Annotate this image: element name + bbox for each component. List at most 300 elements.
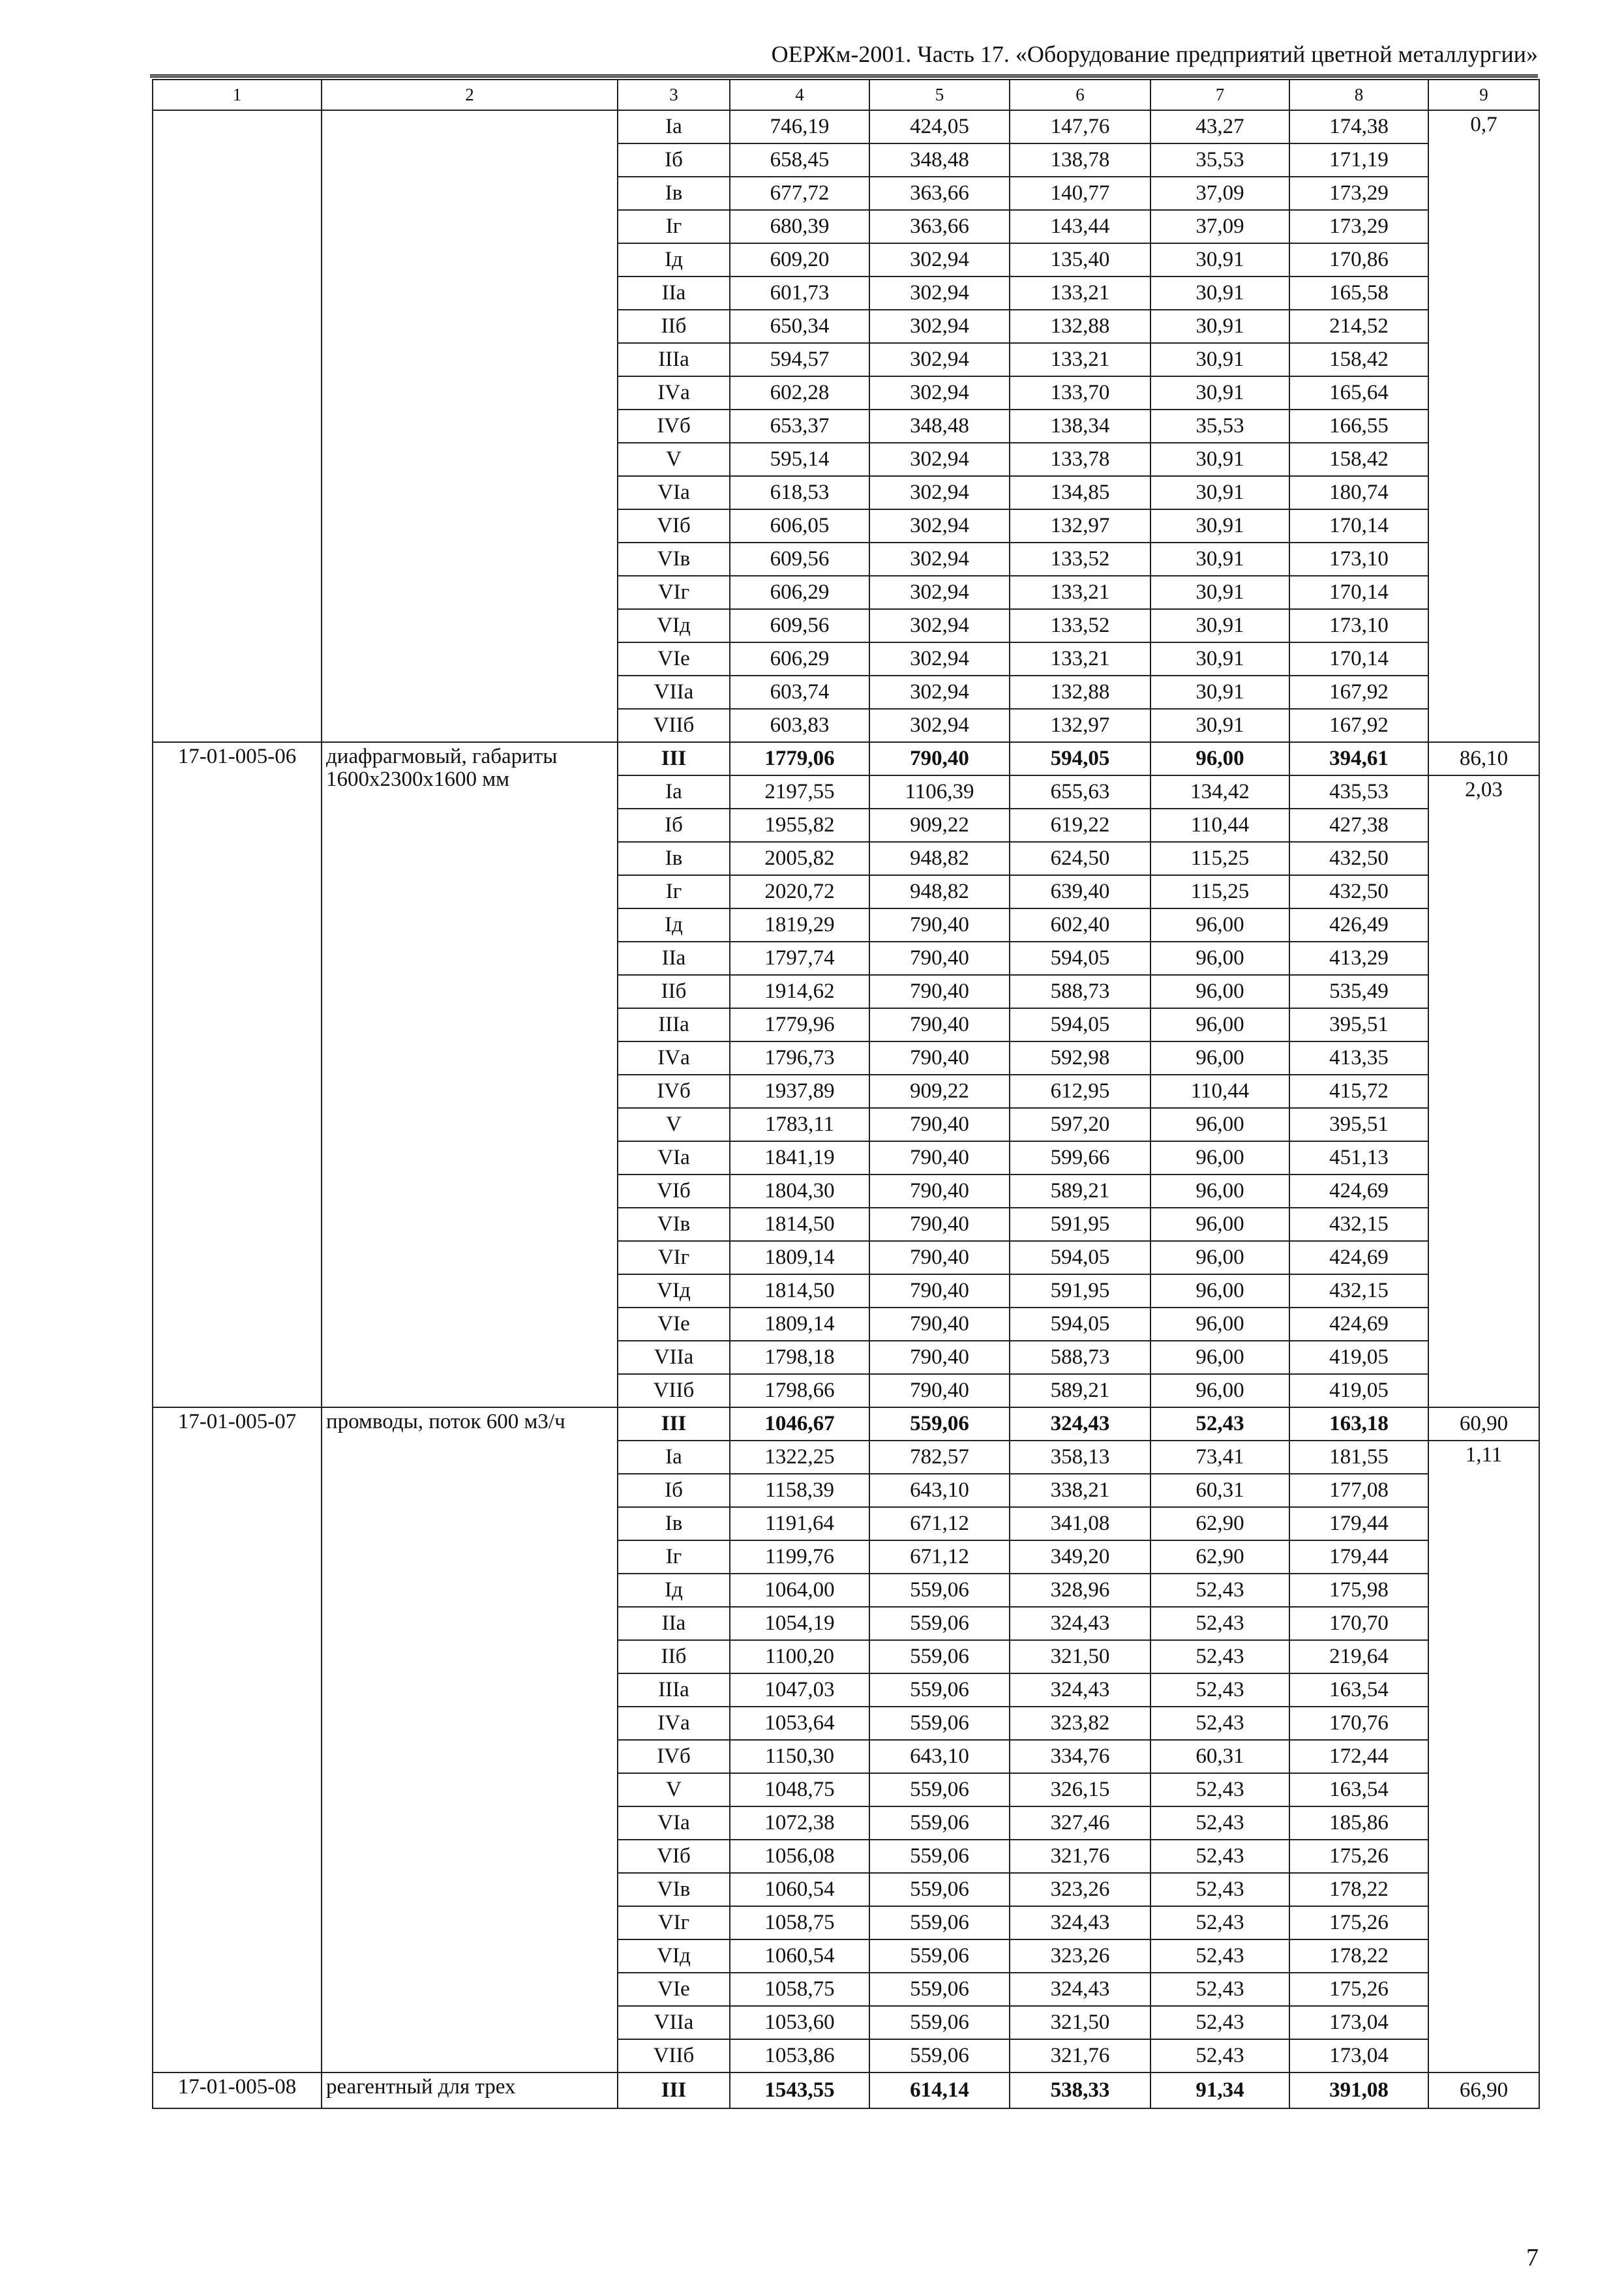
material-cost-cell: 175,26 bbox=[1289, 1840, 1428, 1873]
machinist-wage-cell: 96,00 bbox=[1150, 1208, 1289, 1241]
labor-cost-cell: 782,57 bbox=[869, 1441, 1010, 1474]
machine-cost-cell: 591,95 bbox=[1010, 1274, 1150, 1308]
total-cost-cell: 1543,55 bbox=[730, 2072, 869, 2108]
total-cost-cell: 2005,82 bbox=[730, 842, 869, 875]
machine-cost-cell: 143,44 bbox=[1010, 210, 1150, 243]
material-cost-cell: 424,69 bbox=[1289, 1174, 1428, 1208]
zone-cell: V bbox=[618, 1773, 730, 1806]
labor-cost-cell: 559,06 bbox=[869, 1707, 1010, 1740]
labor-cost-cell: 790,40 bbox=[869, 1108, 1010, 1141]
total-cost-cell: 601,73 bbox=[730, 277, 869, 310]
total-cost-cell: 609,20 bbox=[730, 243, 869, 277]
zone-cell: VIд bbox=[618, 1939, 730, 1973]
machinist-wage-cell: 110,44 bbox=[1150, 1075, 1289, 1108]
zone-cell: III bbox=[618, 2072, 730, 2108]
material-cost-cell: 173,29 bbox=[1289, 177, 1428, 210]
machine-cost-cell: 594,05 bbox=[1010, 942, 1150, 975]
material-cost-cell: 219,64 bbox=[1289, 1640, 1428, 1673]
material-cost-cell: 451,13 bbox=[1289, 1141, 1428, 1174]
labor-cost-cell: 559,06 bbox=[869, 2006, 1010, 2039]
machine-cost-cell: 639,40 bbox=[1010, 875, 1150, 908]
machine-cost-cell: 134,85 bbox=[1010, 476, 1150, 509]
machine-cost-cell: 324,43 bbox=[1010, 1407, 1150, 1441]
machine-cost-cell: 138,34 bbox=[1010, 410, 1150, 443]
labor-cost-cell: 790,40 bbox=[869, 1208, 1010, 1241]
zone-cell: VIд bbox=[618, 609, 730, 642]
labor-cost-cell: 424,05 bbox=[869, 110, 1010, 143]
material-cost-cell: 170,14 bbox=[1289, 642, 1428, 676]
column-number-row bbox=[153, 80, 1539, 110]
machinist-wage-cell: 96,00 bbox=[1150, 1308, 1289, 1341]
labor-cost-cell: 348,48 bbox=[869, 143, 1010, 177]
machine-cost-cell: 338,21 bbox=[1010, 1474, 1150, 1507]
machinist-wage-cell: 30,91 bbox=[1150, 243, 1289, 277]
machinist-wage-cell: 96,00 bbox=[1150, 1008, 1289, 1041]
machinist-wage-cell: 52,43 bbox=[1150, 1939, 1289, 1973]
zone-cell: IVа bbox=[618, 1041, 730, 1075]
column-number: 2 bbox=[322, 80, 618, 110]
labor-cost-cell: 948,82 bbox=[869, 875, 1010, 908]
labor-cost-cell: 302,94 bbox=[869, 243, 1010, 277]
labor-cost-cell: 790,40 bbox=[869, 742, 1010, 775]
column-number: 6 bbox=[1010, 80, 1150, 110]
machinist-wage-cell: 52,43 bbox=[1150, 1906, 1289, 1939]
material-cost-cell: 173,10 bbox=[1289, 609, 1428, 642]
machinist-wage-cell: 30,91 bbox=[1150, 277, 1289, 310]
zone-cell: VIв bbox=[618, 1208, 730, 1241]
machinist-wage-cell: 96,00 bbox=[1150, 942, 1289, 975]
total-cost-cell: 1056,08 bbox=[730, 1840, 869, 1873]
machine-cost-cell: 341,08 bbox=[1010, 1507, 1150, 1540]
zone-cell: Iг bbox=[618, 875, 730, 908]
total-cost-cell: 1053,64 bbox=[730, 1707, 869, 1740]
zone-cell: VIIа bbox=[618, 2006, 730, 2039]
machine-cost-cell: 324,43 bbox=[1010, 1607, 1150, 1640]
material-cost-cell: 177,08 bbox=[1289, 1474, 1428, 1507]
labor-cost-cell: 559,06 bbox=[869, 1773, 1010, 1806]
material-cost-cell: 173,04 bbox=[1289, 2039, 1428, 2072]
machinist-wage-cell: 30,91 bbox=[1150, 576, 1289, 609]
zone-cell: VIIб bbox=[618, 2039, 730, 2072]
material-cost-cell: 158,42 bbox=[1289, 343, 1428, 376]
labor-cost-cell: 559,06 bbox=[869, 1640, 1010, 1673]
machine-cost-cell: 135,40 bbox=[1010, 243, 1150, 277]
material-cost-cell: 426,49 bbox=[1289, 908, 1428, 942]
machinist-wage-cell: 30,91 bbox=[1150, 343, 1289, 376]
zone-cell: IIIа bbox=[618, 1008, 730, 1041]
zone-cell: IVа bbox=[618, 376, 730, 410]
total-cost-cell: 746,19 bbox=[730, 110, 869, 143]
total-cost-cell: 606,29 bbox=[730, 642, 869, 676]
machinist-wage-cell: 52,43 bbox=[1150, 2006, 1289, 2039]
total-cost-cell: 1058,75 bbox=[730, 1973, 869, 2006]
machine-cost-cell: 592,98 bbox=[1010, 1041, 1150, 1075]
total-cost-cell: 1150,30 bbox=[730, 1740, 869, 1773]
machine-cost-cell: 326,15 bbox=[1010, 1773, 1150, 1806]
material-cost-cell: 395,51 bbox=[1289, 1108, 1428, 1141]
labor-cost-cell: 790,40 bbox=[869, 1308, 1010, 1341]
machine-cost-cell: 655,63 bbox=[1010, 775, 1150, 809]
machinist-wage-cell: 30,91 bbox=[1150, 543, 1289, 576]
machinist-wage-cell: 96,00 bbox=[1150, 1274, 1289, 1308]
machinist-wage-cell: 52,43 bbox=[1150, 1407, 1289, 1441]
labor-cost-cell: 948,82 bbox=[869, 842, 1010, 875]
material-cost-cell: 170,86 bbox=[1289, 243, 1428, 277]
total-cost-cell: 1798,66 bbox=[730, 1374, 869, 1407]
zone-cell: VIIб bbox=[618, 1374, 730, 1407]
total-cost-cell: 1809,14 bbox=[730, 1241, 869, 1274]
zone-cell: Iд bbox=[618, 908, 730, 942]
total-cost-cell: 1797,74 bbox=[730, 942, 869, 975]
labor-cost-cell: 302,94 bbox=[869, 676, 1010, 709]
material-cost-cell: 424,69 bbox=[1289, 1308, 1428, 1341]
zone-cell: VIIб bbox=[618, 709, 730, 742]
zone-cell: III bbox=[618, 1407, 730, 1441]
total-cost-cell: 1819,29 bbox=[730, 908, 869, 942]
machinist-wage-cell: 35,53 bbox=[1150, 410, 1289, 443]
machine-cost-cell: 588,73 bbox=[1010, 1341, 1150, 1374]
total-cost-cell: 1053,86 bbox=[730, 2039, 869, 2072]
item-description bbox=[322, 110, 618, 742]
zone-cell: Iа bbox=[618, 110, 730, 143]
machine-cost-cell: 597,20 bbox=[1010, 1108, 1150, 1141]
zone-cell: III bbox=[618, 742, 730, 775]
coefficient-cell: 1,11 bbox=[1428, 1441, 1539, 2072]
coefficient-cell: 0,7 bbox=[1428, 110, 1539, 742]
machinist-wage-cell: 30,91 bbox=[1150, 509, 1289, 543]
machine-cost-cell: 612,95 bbox=[1010, 1075, 1150, 1108]
labor-cost-cell: 790,40 bbox=[869, 942, 1010, 975]
machinist-wage-cell: 60,31 bbox=[1150, 1474, 1289, 1507]
total-cost-cell: 1191,64 bbox=[730, 1507, 869, 1540]
zone-cell: IIб bbox=[618, 310, 730, 343]
labor-cost-cell: 790,40 bbox=[869, 1341, 1010, 1374]
labor-cost-cell: 790,40 bbox=[869, 975, 1010, 1008]
machine-cost-cell: 349,20 bbox=[1010, 1540, 1150, 1574]
zone-cell: V bbox=[618, 1108, 730, 1141]
zone-cell: V bbox=[618, 443, 730, 476]
total-cost-cell: 1100,20 bbox=[730, 1640, 869, 1673]
machine-cost-cell: 588,73 bbox=[1010, 975, 1150, 1008]
machine-cost-cell: 594,05 bbox=[1010, 1241, 1150, 1274]
machinist-wage-cell: 52,43 bbox=[1150, 1640, 1289, 1673]
labor-cost-cell: 643,10 bbox=[869, 1474, 1010, 1507]
zone-cell: Iв bbox=[618, 1507, 730, 1540]
material-cost-cell: 167,92 bbox=[1289, 709, 1428, 742]
total-cost-cell: 595,14 bbox=[730, 443, 869, 476]
labor-cost-cell: 302,94 bbox=[869, 576, 1010, 609]
labor-cost-cell: 790,40 bbox=[869, 1374, 1010, 1407]
machine-cost-cell: 133,21 bbox=[1010, 343, 1150, 376]
total-cost-cell: 603,83 bbox=[730, 709, 869, 742]
labor-cost-cell: 559,06 bbox=[869, 1906, 1010, 1939]
material-cost-cell: 165,64 bbox=[1289, 376, 1428, 410]
labor-cost-cell: 559,06 bbox=[869, 1973, 1010, 2006]
item-code bbox=[153, 110, 322, 742]
zone-cell: VIв bbox=[618, 543, 730, 576]
machine-cost-cell: 323,82 bbox=[1010, 1707, 1150, 1740]
machinist-wage-cell: 115,25 bbox=[1150, 842, 1289, 875]
machine-cost-cell: 591,95 bbox=[1010, 1208, 1150, 1241]
labor-cost-cell: 302,94 bbox=[869, 310, 1010, 343]
machinist-wage-cell: 96,00 bbox=[1150, 908, 1289, 942]
total-cost-cell: 602,28 bbox=[730, 376, 869, 410]
zone-cell: IIа bbox=[618, 1607, 730, 1640]
machinist-wage-cell: 62,90 bbox=[1150, 1540, 1289, 1574]
total-cost-cell: 1796,73 bbox=[730, 1041, 869, 1075]
labor-cost-cell: 363,66 bbox=[869, 177, 1010, 210]
machinist-wage-cell: 134,42 bbox=[1150, 775, 1289, 809]
material-cost-cell: 535,49 bbox=[1289, 975, 1428, 1008]
machine-cost-cell: 624,50 bbox=[1010, 842, 1150, 875]
machine-cost-cell: 589,21 bbox=[1010, 1174, 1150, 1208]
total-cost-cell: 1955,82 bbox=[730, 809, 869, 842]
table-row bbox=[153, 2072, 1539, 2108]
machine-cost-cell: 324,43 bbox=[1010, 1673, 1150, 1707]
machine-cost-cell: 323,26 bbox=[1010, 1939, 1150, 1973]
zone-cell: IIIа bbox=[618, 343, 730, 376]
material-cost-cell: 163,54 bbox=[1289, 1773, 1428, 1806]
labor-cost-cell: 302,94 bbox=[869, 443, 1010, 476]
machine-cost-cell: 594,05 bbox=[1010, 742, 1150, 775]
zone-cell: VIг bbox=[618, 1906, 730, 1939]
labor-cost-cell: 790,40 bbox=[869, 1041, 1010, 1075]
machine-cost-cell: 327,46 bbox=[1010, 1806, 1150, 1840]
machinist-wage-cell: 52,43 bbox=[1150, 1673, 1289, 1707]
column-number: 9 bbox=[1428, 80, 1539, 110]
labor-cost-cell: 790,40 bbox=[869, 1241, 1010, 1274]
labor-cost-cell: 790,40 bbox=[869, 1174, 1010, 1208]
labor-cost-cell: 790,40 bbox=[869, 908, 1010, 942]
zone-cell: VIб bbox=[618, 1840, 730, 1873]
total-cost-cell: 658,45 bbox=[730, 143, 869, 177]
machine-cost-cell: 599,66 bbox=[1010, 1141, 1150, 1174]
machine-cost-cell: 594,05 bbox=[1010, 1308, 1150, 1341]
coefficient-cell: 2,03 bbox=[1428, 775, 1539, 1407]
zone-cell: Iд bbox=[618, 1574, 730, 1607]
material-cost-cell: 432,50 bbox=[1289, 842, 1428, 875]
total-cost-cell: 1053,60 bbox=[730, 2006, 869, 2039]
machinist-wage-cell: 60,31 bbox=[1150, 1740, 1289, 1773]
labor-cost-cell: 559,06 bbox=[869, 1840, 1010, 1873]
zone-cell: VIе bbox=[618, 1308, 730, 1341]
labor-cost-cell: 559,06 bbox=[869, 1574, 1010, 1607]
total-cost-cell: 1809,14 bbox=[730, 1308, 869, 1341]
labor-cost-cell: 559,06 bbox=[869, 1673, 1010, 1707]
machine-cost-cell: 138,78 bbox=[1010, 143, 1150, 177]
material-cost-cell: 163,18 bbox=[1289, 1407, 1428, 1441]
machinist-wage-cell: 30,91 bbox=[1150, 376, 1289, 410]
labor-cost-cell: 302,94 bbox=[869, 476, 1010, 509]
material-cost-cell: 166,55 bbox=[1289, 410, 1428, 443]
machine-cost-cell: 589,21 bbox=[1010, 1374, 1150, 1407]
zone-cell: IIа bbox=[618, 277, 730, 310]
total-cost-cell: 1841,19 bbox=[730, 1141, 869, 1174]
material-cost-cell: 181,55 bbox=[1289, 1441, 1428, 1474]
material-cost-cell: 163,54 bbox=[1289, 1673, 1428, 1707]
machine-cost-cell: 133,70 bbox=[1010, 376, 1150, 410]
total-cost-cell: 606,29 bbox=[730, 576, 869, 609]
total-cost-cell: 677,72 bbox=[730, 177, 869, 210]
labor-cost-cell: 348,48 bbox=[869, 410, 1010, 443]
machine-cost-cell: 321,50 bbox=[1010, 1640, 1150, 1673]
material-cost-cell: 413,35 bbox=[1289, 1041, 1428, 1075]
material-cost-cell: 158,42 bbox=[1289, 443, 1428, 476]
zone-cell: VIа bbox=[618, 476, 730, 509]
material-cost-cell: 167,92 bbox=[1289, 676, 1428, 709]
machine-cost-cell: 358,13 bbox=[1010, 1441, 1150, 1474]
machine-cost-cell: 324,43 bbox=[1010, 1906, 1150, 1939]
zone-cell: Iг bbox=[618, 210, 730, 243]
material-cost-cell: 432,15 bbox=[1289, 1274, 1428, 1308]
price-table bbox=[152, 79, 1540, 2109]
total-cost-cell: 1048,75 bbox=[730, 1773, 869, 1806]
labor-cost-cell: 790,40 bbox=[869, 1008, 1010, 1041]
machine-cost-cell: 328,96 bbox=[1010, 1574, 1150, 1607]
column-number: 5 bbox=[869, 80, 1010, 110]
material-cost-cell: 391,08 bbox=[1289, 2072, 1428, 2108]
item-description: реагентный для трех bbox=[322, 2072, 618, 2108]
total-cost-cell: 1199,76 bbox=[730, 1540, 869, 1574]
material-cost-cell: 165,58 bbox=[1289, 277, 1428, 310]
machinist-wage-cell: 96,00 bbox=[1150, 1241, 1289, 1274]
column-number: 7 bbox=[1150, 80, 1289, 110]
machinist-wage-cell: 96,00 bbox=[1150, 1341, 1289, 1374]
zone-cell: VIв bbox=[618, 1873, 730, 1906]
material-cost-cell: 427,38 bbox=[1289, 809, 1428, 842]
machinist-wage-cell: 96,00 bbox=[1150, 742, 1289, 775]
zone-cell: Iв bbox=[618, 177, 730, 210]
material-cost-cell: 175,26 bbox=[1289, 1973, 1428, 2006]
table-body bbox=[153, 80, 1539, 2108]
material-cost-cell: 432,15 bbox=[1289, 1208, 1428, 1241]
machinist-wage-cell: 73,41 bbox=[1150, 1441, 1289, 1474]
material-cost-cell: 170,14 bbox=[1289, 509, 1428, 543]
labor-cost-cell: 302,94 bbox=[869, 642, 1010, 676]
machine-cost-cell: 321,76 bbox=[1010, 1840, 1150, 1873]
material-cost-cell: 175,26 bbox=[1289, 1906, 1428, 1939]
material-cost-cell: 178,22 bbox=[1289, 1939, 1428, 1973]
zone-cell: Iа bbox=[618, 775, 730, 809]
zone-cell: VIд bbox=[618, 1274, 730, 1308]
machine-cost-cell: 133,52 bbox=[1010, 543, 1150, 576]
total-cost-cell: 1158,39 bbox=[730, 1474, 869, 1507]
material-cost-cell: 419,05 bbox=[1289, 1341, 1428, 1374]
machine-cost-cell: 132,88 bbox=[1010, 676, 1150, 709]
zone-cell: IVб bbox=[618, 1075, 730, 1108]
machinist-wage-cell: 52,43 bbox=[1150, 1607, 1289, 1640]
labor-cost-cell: 559,06 bbox=[869, 1939, 1010, 1973]
material-cost-cell: 173,29 bbox=[1289, 210, 1428, 243]
labor-cost-cell: 559,06 bbox=[869, 2039, 1010, 2072]
labor-cost-cell: 671,12 bbox=[869, 1540, 1010, 1574]
machinist-wage-cell: 96,00 bbox=[1150, 1174, 1289, 1208]
machinist-wage-cell: 30,91 bbox=[1150, 476, 1289, 509]
machine-cost-cell: 140,77 bbox=[1010, 177, 1150, 210]
material-cost-cell: 173,04 bbox=[1289, 2006, 1428, 2039]
zone-cell: IVб bbox=[618, 1740, 730, 1773]
total-cost-cell: 1779,06 bbox=[730, 742, 869, 775]
table-row bbox=[153, 742, 1539, 775]
machinist-wage-cell: 96,00 bbox=[1150, 975, 1289, 1008]
material-cost-cell: 180,74 bbox=[1289, 476, 1428, 509]
total-cost-cell: 653,37 bbox=[730, 410, 869, 443]
total-cost-cell: 603,74 bbox=[730, 676, 869, 709]
item-code: 17-01-005-07 bbox=[153, 1407, 322, 2072]
zone-cell: VIг bbox=[618, 1241, 730, 1274]
machinist-wage-cell: 52,43 bbox=[1150, 1707, 1289, 1740]
labor-cost-cell: 909,22 bbox=[869, 1075, 1010, 1108]
zone-cell: Iа bbox=[618, 1441, 730, 1474]
material-cost-cell: 170,76 bbox=[1289, 1707, 1428, 1740]
total-cost-cell: 1783,11 bbox=[730, 1108, 869, 1141]
material-cost-cell: 179,44 bbox=[1289, 1507, 1428, 1540]
material-cost-cell: 170,14 bbox=[1289, 576, 1428, 609]
machine-cost-cell: 133,21 bbox=[1010, 576, 1150, 609]
machinist-wage-cell: 35,53 bbox=[1150, 143, 1289, 177]
coefficient-cell: 86,10 bbox=[1428, 742, 1539, 775]
column-number: 3 bbox=[618, 80, 730, 110]
labor-cost-cell: 302,94 bbox=[869, 543, 1010, 576]
zone-cell: Iв bbox=[618, 842, 730, 875]
item-code: 17-01-005-06 bbox=[153, 742, 322, 1407]
zone-cell: VIа bbox=[618, 1806, 730, 1840]
zone-cell: IIб bbox=[618, 975, 730, 1008]
machine-cost-cell: 132,97 bbox=[1010, 709, 1150, 742]
material-cost-cell: 171,19 bbox=[1289, 143, 1428, 177]
labor-cost-cell: 559,06 bbox=[869, 1407, 1010, 1441]
machinist-wage-cell: 52,43 bbox=[1150, 2039, 1289, 2072]
machinist-wage-cell: 52,43 bbox=[1150, 1806, 1289, 1840]
machine-cost-cell: 133,21 bbox=[1010, 642, 1150, 676]
machinist-wage-cell: 52,43 bbox=[1150, 1574, 1289, 1607]
zone-cell: VIе bbox=[618, 642, 730, 676]
labor-cost-cell: 302,94 bbox=[869, 376, 1010, 410]
material-cost-cell: 214,52 bbox=[1289, 310, 1428, 343]
total-cost-cell: 2020,72 bbox=[730, 875, 869, 908]
material-cost-cell: 173,10 bbox=[1289, 543, 1428, 576]
machine-cost-cell: 133,52 bbox=[1010, 609, 1150, 642]
labor-cost-cell: 363,66 bbox=[869, 210, 1010, 243]
labor-cost-cell: 671,12 bbox=[869, 1507, 1010, 1540]
labor-cost-cell: 302,94 bbox=[869, 509, 1010, 543]
labor-cost-cell: 643,10 bbox=[869, 1740, 1010, 1773]
machine-cost-cell: 321,50 bbox=[1010, 2006, 1150, 2039]
total-cost-cell: 1060,54 bbox=[730, 1939, 869, 1973]
total-cost-cell: 680,39 bbox=[730, 210, 869, 243]
zone-cell: IIб bbox=[618, 1640, 730, 1673]
labor-cost-cell: 559,06 bbox=[869, 1806, 1010, 1840]
zone-cell: VIг bbox=[618, 576, 730, 609]
zone-cell: VIб bbox=[618, 509, 730, 543]
material-cost-cell: 424,69 bbox=[1289, 1241, 1428, 1274]
machinist-wage-cell: 91,34 bbox=[1150, 2072, 1289, 2108]
item-description: промводы, поток 600 м3/ч bbox=[322, 1407, 618, 2072]
zone-cell: Iд bbox=[618, 243, 730, 277]
machinist-wage-cell: 30,91 bbox=[1150, 642, 1289, 676]
material-cost-cell: 413,29 bbox=[1289, 942, 1428, 975]
machine-cost-cell: 133,21 bbox=[1010, 277, 1150, 310]
machinist-wage-cell: 37,09 bbox=[1150, 177, 1289, 210]
material-cost-cell: 432,50 bbox=[1289, 875, 1428, 908]
total-cost-cell: 1047,03 bbox=[730, 1673, 869, 1707]
machinist-wage-cell: 62,90 bbox=[1150, 1507, 1289, 1540]
total-cost-cell: 2197,55 bbox=[730, 775, 869, 809]
total-cost-cell: 609,56 bbox=[730, 609, 869, 642]
machinist-wage-cell: 96,00 bbox=[1150, 1374, 1289, 1407]
total-cost-cell: 1814,50 bbox=[730, 1208, 869, 1241]
labor-cost-cell: 1106,39 bbox=[869, 775, 1010, 809]
